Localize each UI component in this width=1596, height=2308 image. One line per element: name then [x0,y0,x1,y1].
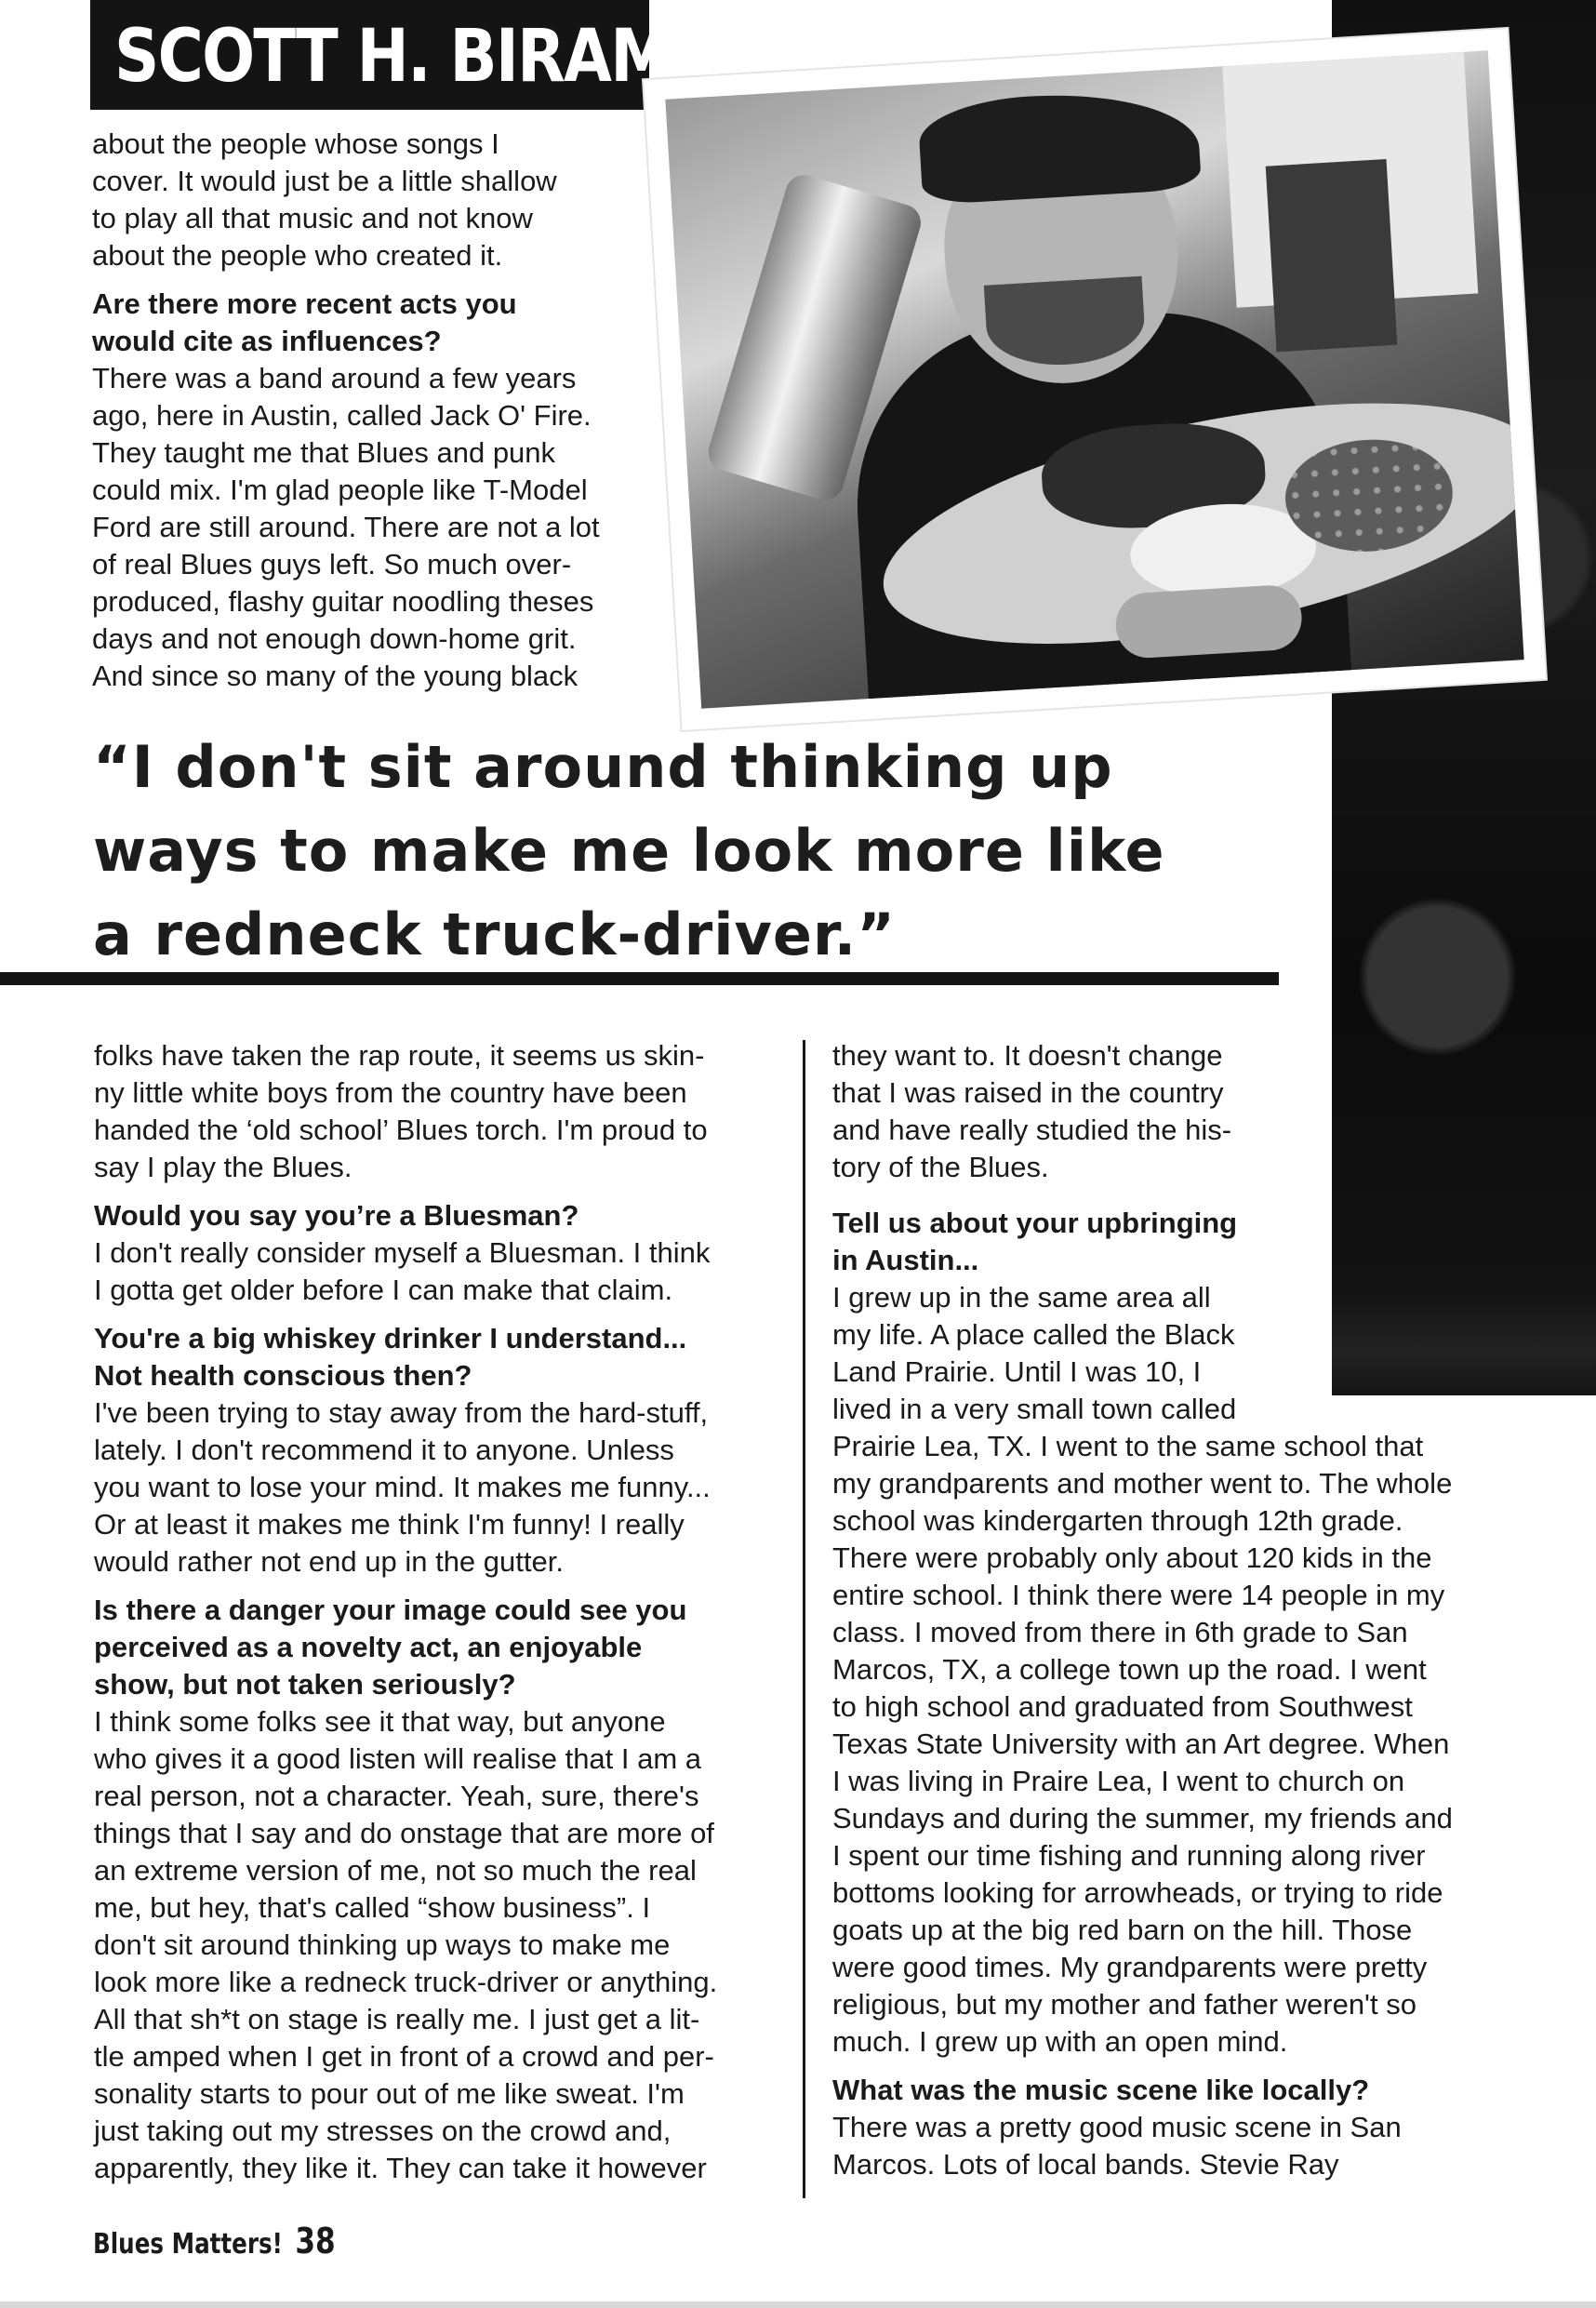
answer-line: and have really studied the his- [832,1114,1232,1146]
right-column [832,1037,1521,2183]
photo-cap [917,87,1202,206]
answer-line: they want to. It doesn't change [832,1039,1223,1072]
answer-line: much. I grew up with an open mind. [832,2025,1288,2058]
answer-line: would rather not end up in the gutter. [94,1545,564,1578]
answer-line: could mix. I'm glad people like T-Model [92,474,588,506]
answer-line: ny little white boys from the country have been [94,1076,687,1109]
pull-quote-line: “I don't sit around thinking up [93,733,1113,801]
photo-frame [644,29,1546,730]
answer-line: Or at least it makes me think I'm funny! I really [94,1508,685,1541]
question-heading: What was the music scene like locally? [832,2074,1370,2106]
intro-line: about the people who created it. [92,239,503,272]
answer-line: say I play the Blues. [94,1151,352,1183]
page-edge [0,2301,1596,2308]
answer-line: my life. A place called the Black [832,1318,1235,1351]
answer-line: Texas State University with an Art degree. When [832,1728,1450,1760]
answer-line: Prairie Lea, TX. I went to the same school that [832,1430,1424,1462]
intro-line: cover. It would just be a little shallow [92,165,557,197]
question-heading: perceived as a novelty act, an enjoyable [94,1631,643,1663]
column-divider [803,1040,805,2198]
answer-line: ago, here in Austin, called Jack O' Fire. [92,399,592,432]
photo-door [1266,159,1398,352]
answer-line: sonality starts to pour out of me like sweat. I'm [94,2077,685,2110]
answer-line: tle amped when I get in front of a crowd and per- [94,2040,714,2073]
answer-line: I was living in Praire Lea, I went to church on [832,1765,1405,1797]
question-heading: You're a big whiskey drinker I understand... [94,1322,687,1354]
answer-line: lately. I don't recommend it to anyone. Unless [94,1434,674,1466]
answer-line: who gives it a good listen will realise that I am a [94,1742,702,1775]
answer-line: I've been trying to stay away from the hard-stuff, [94,1396,709,1429]
answer-line: me, but hey, that's called “show business”. I [94,1891,651,1924]
page-number: 38 [295,2221,336,2261]
artist-photo [665,50,1523,708]
answer-line: All that sh*t on stage is really me. I just get a lit- [94,2003,700,2035]
question-heading: would cite as influences? [92,325,442,357]
answer-line: They taught me that Blues and punk [92,436,556,469]
answer-line: school was kindergarten through 12th grade. [832,1504,1403,1537]
answer-line: don't sit around thinking up ways to make me [94,1928,671,1961]
narrow-answer-block [832,1279,1279,1428]
answer-line: my grandparents and mother went to. The whole [832,1467,1453,1500]
answer-line: I spent our time fishing and running along river [832,1839,1426,1872]
answer-line: I think some folks see it that way, but anyone [94,1705,666,1738]
answer-line: days and not enough down-home grit. [92,622,577,655]
answer-line: to high school and graduated from Southwest [832,1690,1413,1723]
answer-line: just taking out my stresses on the crowd and, [94,2115,672,2147]
magazine-name: Blues Matters! [93,2228,283,2261]
answer-line: Marcos. Lots of local bands. Stevie Ray [832,2148,1339,2181]
answer-line: that I was raised in the country [832,1076,1224,1109]
section-divider-rule [0,972,1279,985]
answer-line: entire school. I think there were 14 people in my [832,1579,1445,1611]
answer-line: you want to lose your mind. It makes me funny... [94,1471,711,1503]
answer-line: I grew up in the same area all [832,1281,1211,1314]
answer-line: I don't really consider myself a Bluesman. I think [94,1236,711,1269]
left-column [94,1037,782,2187]
answer-line: Sundays and during the summer, my friends and [832,1802,1453,1834]
answer-line: tory of the Blues. [832,1151,1049,1183]
pull-quote-line: ways to make me look more like [93,817,1165,885]
page-footer [93,2221,336,2261]
answer-line: produced, flashy guitar noodling theses [92,585,594,618]
answer-line: look more like a redneck truck-driver or anything. [94,1966,718,1998]
question-heading: Tell us about your upbringing [832,1207,1238,1239]
answer-line: There was a pretty good music scene in San [832,2111,1402,2143]
answer-line: were good times. My grandparents were pretty [832,1951,1428,1983]
question-heading: show, but not taken seriously? [94,1668,516,1701]
answer-line: There were probably only about 120 kids in the [832,1541,1432,1574]
answer-line: an extreme version of me, not so much the real [94,1854,697,1887]
answer-line: real person, not a character. Yeah, sure, there's [94,1780,699,1812]
intro-text [92,126,669,695]
question-heading: in Austin... [832,1244,979,1276]
question-heading: Are there more recent acts you [92,287,517,320]
answer-line: There was a band around a few years [92,362,577,394]
answer-line: things that I say and do onstage that are more of [94,1817,714,1849]
masthead-title: SCOTT H. BIRAM [114,15,672,99]
question-heading: Would you say you’re a Bluesman? [94,1199,579,1232]
masthead-banner [90,0,672,110]
question-heading: Is there a danger your image could see you [94,1594,687,1626]
answer-line: class. I moved from there in 6th grade to San [832,1616,1408,1648]
photo-hand [1114,583,1304,660]
answer-line: religious, but my mother and father weren't so [832,1988,1416,2021]
answer-line: handed the ‘old school’ Blues torch. I'm proud to [94,1114,708,1146]
answer-line: bottoms looking for arrowheads, or trying to ride [832,1876,1443,1909]
answer-line: of real Blues guys left. So much over- [92,548,572,580]
intro-line: about the people whose songs I [92,127,499,160]
answer-line: apparently, they like it. They can take it however [94,2152,707,2184]
answer-line: goats up at the big red barn on the hill. Those [832,1914,1413,1946]
pull-quote [93,726,1339,977]
answer-line: lived in a very small town called [832,1393,1237,1425]
pull-quote-line: a redneck truck-driver.” [93,901,896,968]
answer-line: Land Prairie. Until I was 10, I [832,1355,1202,1388]
question-heading: Not health conscious then? [94,1359,472,1392]
answer-line: I gotta get older before I can make that claim. [94,1274,673,1306]
answer-line: Marcos, TX, a college town up the road. I went [832,1653,1427,1686]
answer-line: Ford are still around. There are not a lot [92,511,600,543]
answer-line: folks have taken the rap route, it seems us skin- [94,1039,705,1072]
intro-line: to play all that music and not know [92,202,533,234]
answer-line: And since so many of the young black [92,660,579,692]
